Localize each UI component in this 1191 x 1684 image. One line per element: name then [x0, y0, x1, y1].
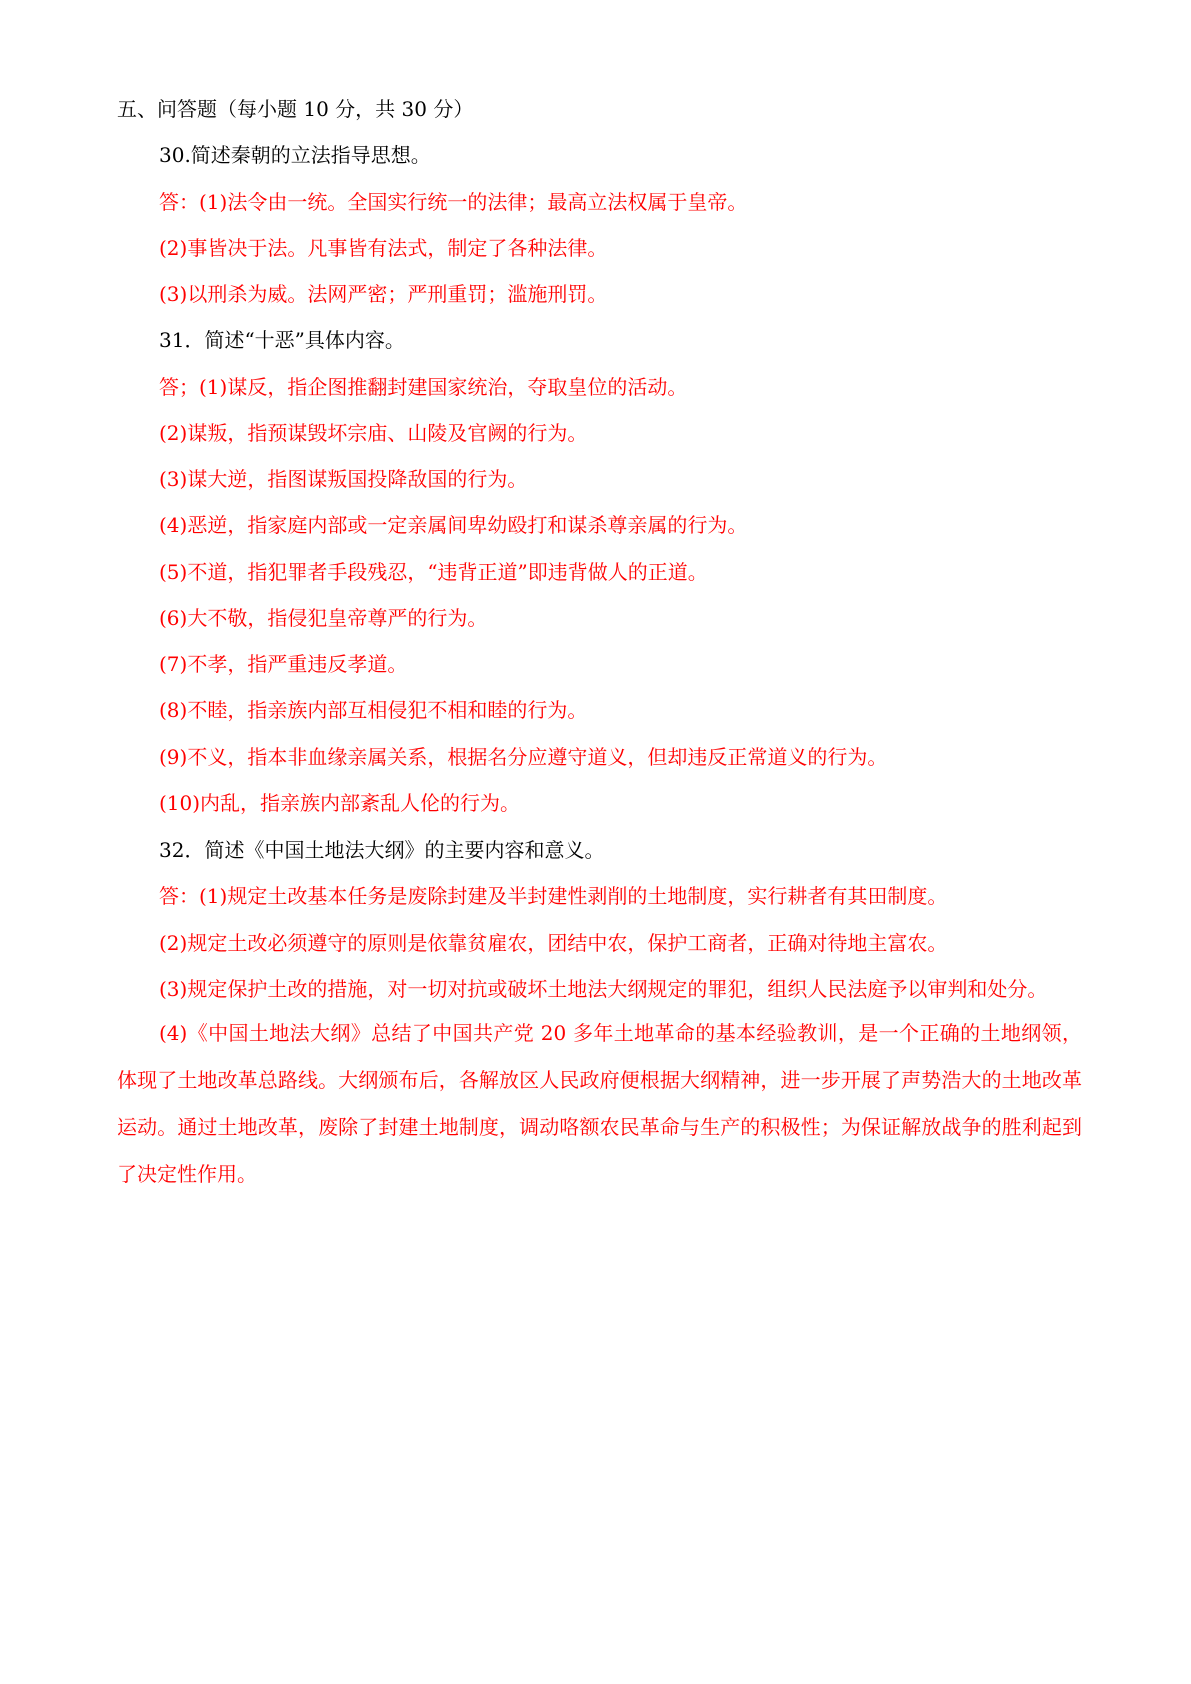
answer-30-2: (2)事皆决于法。凡事皆有法式，制定了各种法律。 — [159, 236, 608, 260]
answer-31-3: (3)谋大逆，指图谋叛国投降敌国的行为。 — [159, 467, 528, 491]
answer-31-8: (8)不睦，指亲族内部互相侵犯不相和睦的行为。 — [159, 698, 588, 722]
answer-32-3: (3)规定保护土改的措施，对一切对抗或破坏土地法大纲规定的罪犯，组织人民法庭予以审判和处分。 — [159, 977, 1048, 1001]
question-30: 30.简述秦朝的立法指导思想。 — [159, 143, 431, 167]
section-title: 五、问答题（每小题 10 分，共 30 分） — [117, 97, 474, 121]
answer-32-1: 答：(1)规定土改基本任务是废除封建及半封建性剥削的土地制度，实行耕者有其田制度。 — [159, 884, 948, 908]
answer-31-2: (2)谋叛，指预谋毁坏宗庙、山陵及官阙的行为。 — [159, 421, 588, 445]
answer-32-4-paragraph: (4)《中国土地法大纲》总结了中国共产党 20 多年土地革命的基本经验教训，是一个正确的土地纲领，体现了土地改革总路线。大纲颁布后，各解放区人民政府便根据大纲精神，进一步开展了声势浩大的土地改革运动。通过土地改革，废除了封建土地制度，调动咯额农民革命与生产的积极性；为保证解放战争的胜利起到了决定性作用。 — [117, 1021, 1082, 1186]
answer-31-5: (5)不道，指犯罪者手段残忍，“违背正道”即违背做人的正道。 — [159, 560, 708, 584]
answer-31-7: (7)不孝，指严重违反孝道。 — [159, 652, 408, 676]
answer-31-9: (9)不义，指本非血缘亲属关系，根据名分应遵守道义，但却违反正常道义的行为。 — [159, 745, 888, 769]
answer-31-10: (10)内乱，指亲族内部紊乱人伦的行为。 — [159, 791, 521, 815]
question-31: 31．简述“十恶”具体内容。 — [159, 328, 405, 352]
answer-31-4: (4)恶逆，指家庭内部或一定亲属间卑幼殴打和谋杀尊亲属的行为。 — [159, 513, 748, 537]
answer-32-2: (2)规定土改必须遵守的原则是依靠贫雇农，团结中农，保护工商者，正确对待地主富农。 — [159, 931, 948, 955]
answer-30-1: 答：(1)法令由一统。全国实行统一的法律；最高立法权属于皇帝。 — [159, 190, 748, 214]
answer-31-1: 答；(1)谋反，指企图推翻封建国家统治，夺取皇位的活动。 — [159, 375, 688, 399]
answer-31-6: (6)大不敬，指侵犯皇帝尊严的行为。 — [159, 606, 488, 630]
question-32: 32．简述《中国土地法大纲》的主要内容和意义。 — [159, 838, 605, 862]
answer-30-3: (3)以刑杀为威。法网严密；严刑重罚；滥施刑罚。 — [159, 282, 608, 306]
